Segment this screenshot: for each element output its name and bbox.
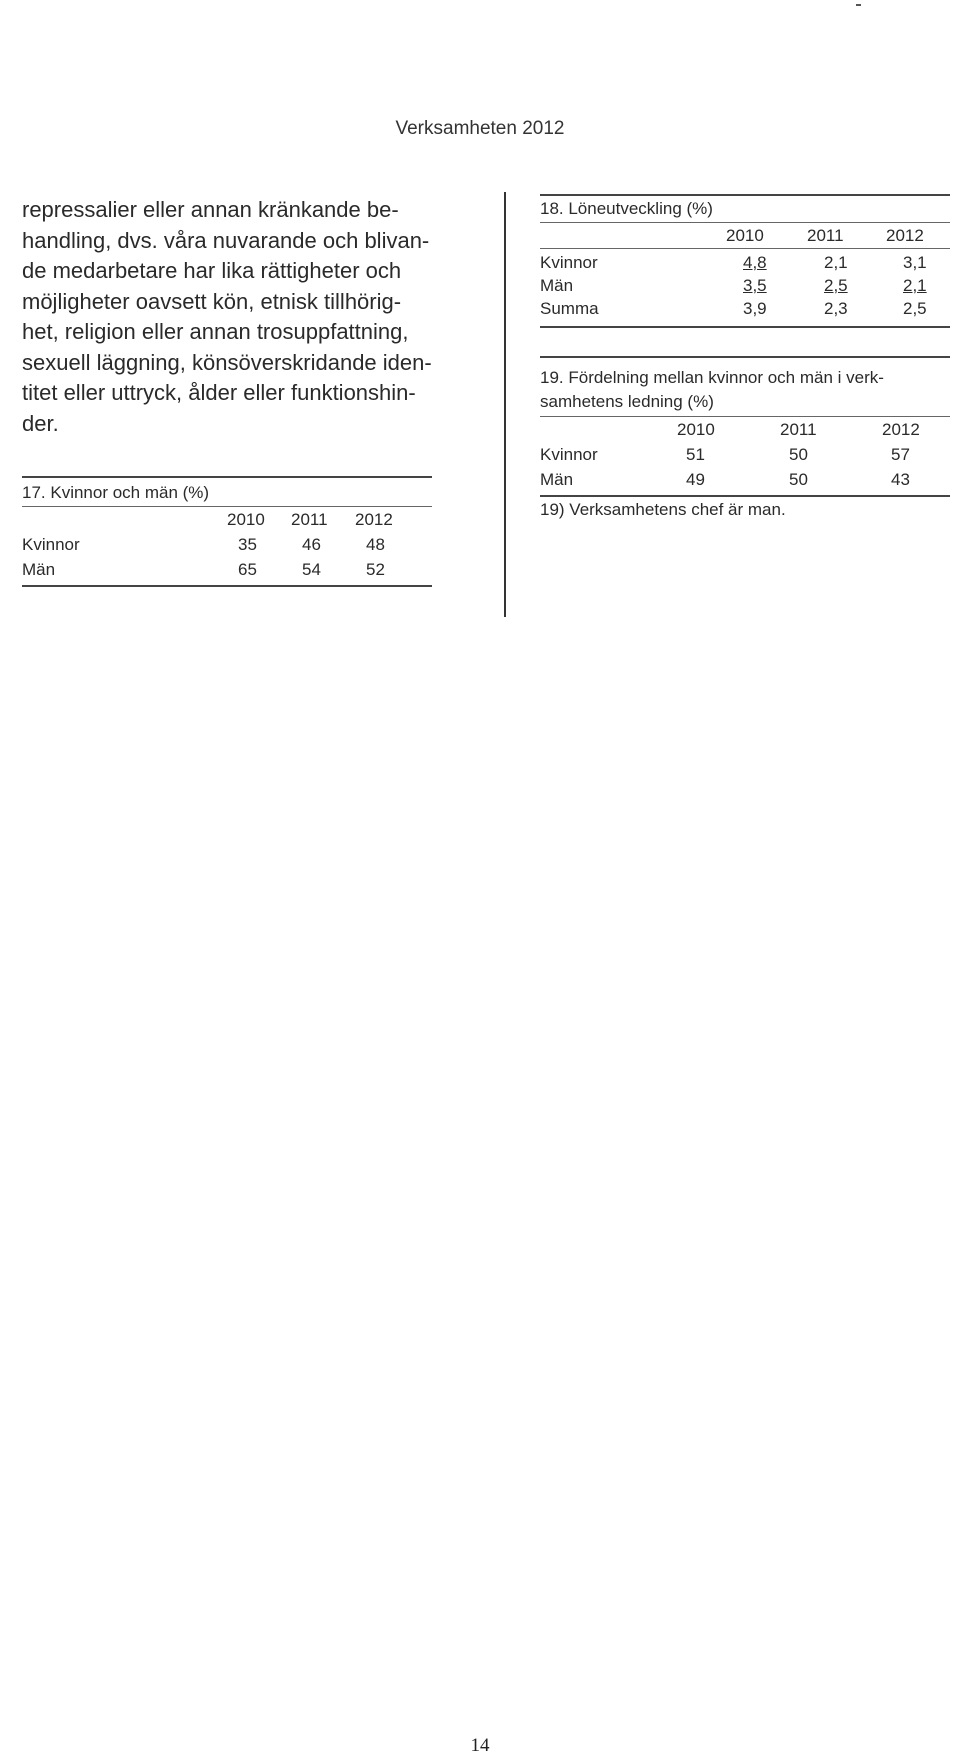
row-label: Kvinnor [540,445,598,464]
body-line: de medarbetare har lika rättigheter och [22,258,402,283]
column-divider [504,192,506,617]
table-bottom-rule [540,495,950,497]
body-line: titet eller uttryck, ålder eller funktionshin- [22,380,416,405]
table-top-rule [540,194,950,196]
table-title-continued: samhetens ledning (%) [540,392,714,411]
table-col-header: 2011 [291,510,328,529]
table-cell: 3,1 [903,253,927,272]
table-cell: 2,3 [824,299,848,318]
table-top-rule [22,476,432,478]
table-col-header: 2010 [726,226,764,245]
table-cell: 2,5 [824,276,848,295]
table-cell: 3,9 [743,299,767,318]
table-cell: 54 [302,560,321,579]
table-title: 18. Löneutveckling (%) [540,199,713,218]
body-line: repressalier eller annan kränkande be- [22,197,399,222]
row-label: Män [540,470,574,489]
table-18 [540,188,950,338]
table-title: 19. Fördelning mellan kvinnor och män i verk- [540,368,884,387]
table-col-header: 2012 [355,510,393,529]
table-col-header: 2012 [886,226,924,245]
table-cell: 35 [238,535,257,554]
row-label: Kvinnor [22,535,80,554]
table-cell: 2,1 [824,253,848,272]
row-label: Kvinnor [540,253,598,272]
table-cell: 57 [891,445,910,464]
body-line: sexuell läggning, könsöverskridande iden- [22,349,432,375]
table-cell: 52 [366,560,385,579]
body-paragraph [22,195,442,439]
page-number: 14 [470,1735,490,1756]
scan-speck [856,4,861,6]
table-cell: 4,8 [743,253,767,272]
table-17 [22,470,432,590]
table-footnote: 19) Verksamhetens chef är man. [540,500,786,519]
table-cell: 3,5 [743,276,767,295]
table-cell: 2,5 [903,299,927,318]
body-line: möjligheter oavsett kön, etnisk tillhörig- [22,288,402,314]
table-cell: 49 [686,470,705,489]
table-col-header: 2010 [677,420,715,439]
body-line: handling, dvs. våra nuvarande och blivan- [22,227,430,253]
table-cell: 2,1 [903,276,927,295]
row-label: Män [22,560,56,579]
table-top-rule [540,356,950,358]
table-col-header: 2011 [780,420,817,439]
table-header-rule [22,506,432,507]
row-label: Summa [540,299,599,318]
table-col-header: 2010 [227,510,265,529]
table-cell: 51 [686,445,705,464]
table-cell: 48 [366,535,385,554]
table-col-header: 2012 [882,420,920,439]
table-cell: 50 [789,470,808,489]
row-label: Män [540,276,574,295]
table-header-rule [540,222,950,223]
body-line: der. [22,410,59,436]
table-cell: 50 [789,445,808,464]
table-cell: 65 [238,560,257,579]
table-subheader-rule [540,248,950,249]
table-col-header: 2011 [807,226,844,245]
table-bottom-rule [540,326,950,328]
table-header-rule [540,416,950,417]
table-bottom-rule [22,585,432,587]
page-header: Verksamheten 2012 [395,118,565,139]
table-cell: 46 [302,535,321,554]
body-line: het, religion eller annan trosuppfattning, [22,319,409,344]
table-19 [540,350,950,530]
table-title: 17. Kvinnor och män (%) [22,483,210,502]
table-cell: 43 [891,470,910,489]
